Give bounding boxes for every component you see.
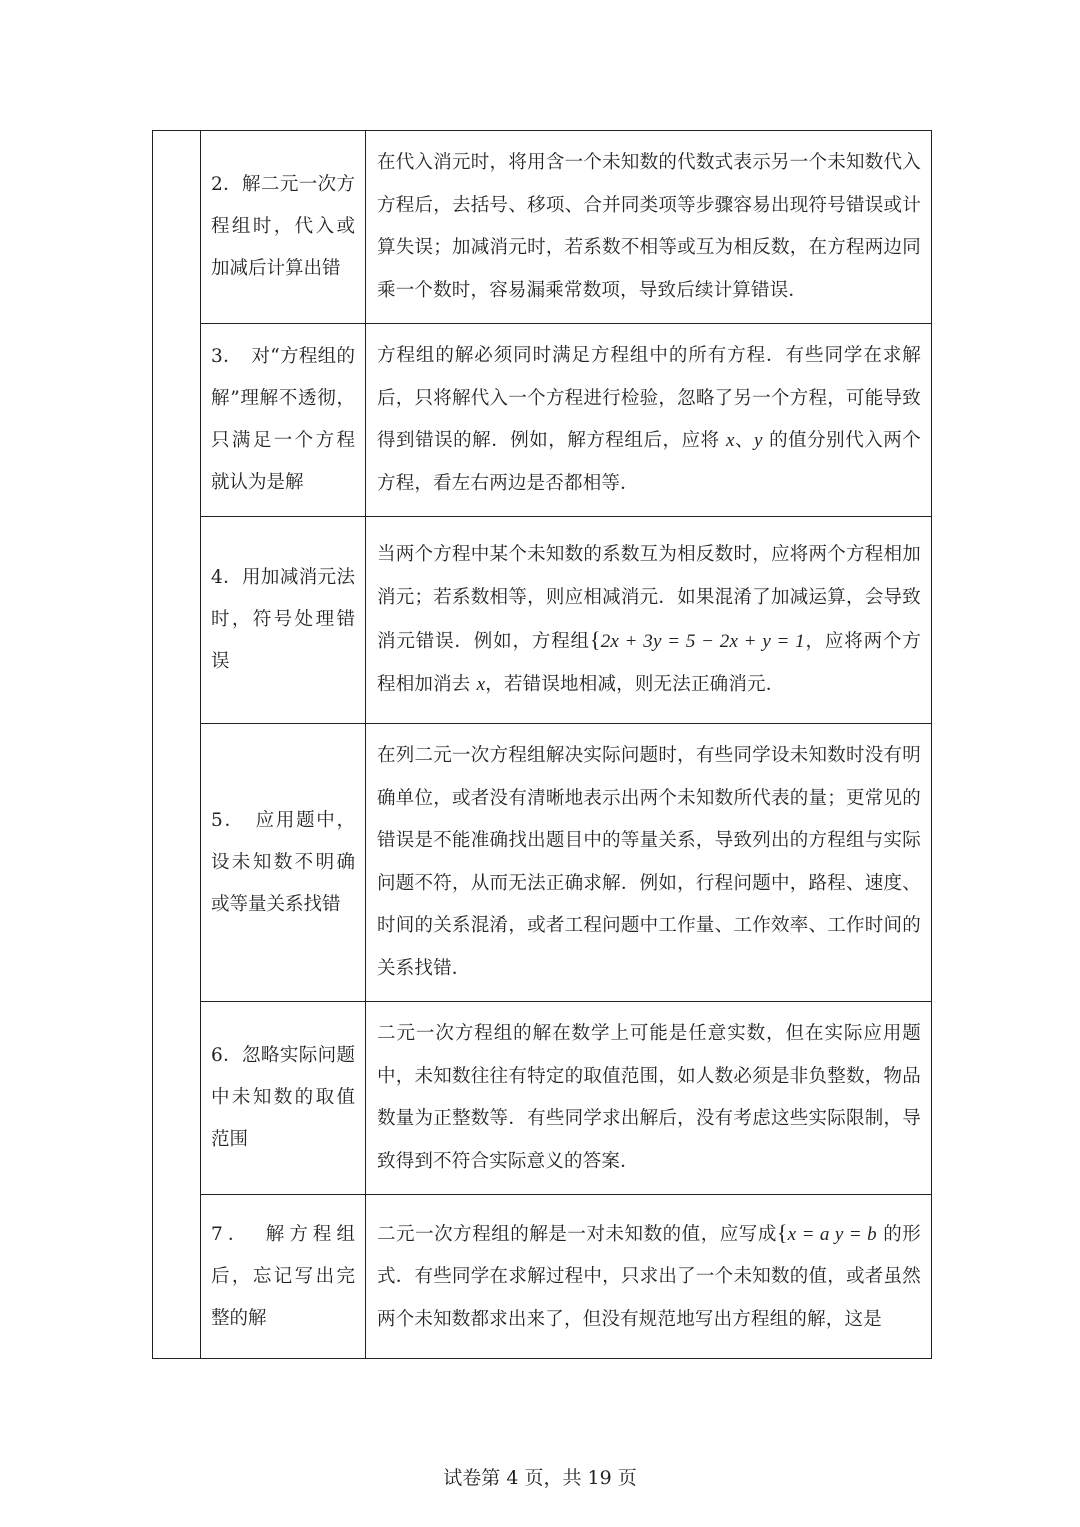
description-text: ，应将两个方程相加消去 bbox=[377, 631, 922, 695]
error-title-cell bbox=[201, 324, 366, 517]
variable-x: x bbox=[476, 673, 486, 695]
variable-x: x bbox=[726, 430, 735, 451]
table-row bbox=[153, 517, 932, 724]
description-text: 当两个方程中某个未知数的系数互为相反数时，应将两个方程相加消元；若系数相等，则应相减消元．如果混淆了加减运算，会导致消元错误．例如，方程组 bbox=[377, 544, 921, 652]
error-title-cell bbox=[201, 517, 366, 724]
error-description-cell bbox=[366, 517, 932, 724]
error-description: 在代入消元时，将用含一个未知数的代数式表示另一个未知数代入方程后，去括号、移项、合并同类项等步骤容易出现符号错误或计算失误；加减消元时，若系数不相等或互为相反数，在方程两边同乘一个数时，容易漏乘常数项，导致后续计算错误． bbox=[377, 152, 921, 301]
variable-y: y bbox=[754, 430, 763, 451]
error-title-cell bbox=[201, 724, 366, 1002]
system-brace: { bbox=[589, 627, 601, 652]
error-title: 6．忽略实际问题中未知数的取值范围 bbox=[211, 1045, 355, 1150]
description-text: 的值分别代入两个方程，看左右两边是否都相等． bbox=[377, 430, 921, 494]
table-row bbox=[153, 724, 932, 1002]
description-text: 二元一次方程组的解是一对未知数的值，应写成 bbox=[377, 1223, 777, 1245]
error-title: 7． 解方程组后，忘记写出完整的解 bbox=[211, 1223, 355, 1329]
separator: 、 bbox=[734, 430, 755, 451]
error-description-cell bbox=[366, 1002, 932, 1195]
error-description: 二元一次方程组的解在数学上可能是任意实数，但在实际应用题中，未知数往往有特定的取值范围，如人数必须是非负整数，物品数量为正整数等．有些同学求出解后，没有考虑这些实际限制，导致得到不符合实际意义的答案． bbox=[377, 1023, 921, 1172]
system-brace: { bbox=[776, 1219, 788, 1245]
error-description-cell bbox=[366, 1195, 932, 1359]
error-description: 在列二元一次方程组解决实际问题时，有些同学设未知数时没有明确单位，或者没有清晰地表示出两个未知数所代表的量；更常见的错误是不能准确找出题目中的等量关系，导致列出的方程组与实际问题不符，从而无法正确求解．例如，行程问题中，路程、速度、时间的关系混淆，或者工程问题中工作量、工作效率、工作时间的关系找错． bbox=[377, 745, 921, 979]
error-title: 4．用加减消元法时，符号处理错误 bbox=[211, 567, 355, 672]
description-text: 方程组的解必须同时满足方程组中的所有方程．有些同学在求解后，只将解代入一个方程进行检验，忽略了另一个方程，可能导致得到错误的解．例如，解方程组后，应将 bbox=[377, 345, 921, 451]
table-row bbox=[153, 1002, 932, 1195]
error-title: 2．解二元一次方程组时，代入或加减后计算出错 bbox=[211, 174, 355, 279]
error-description bbox=[366, 534, 931, 706]
table-row bbox=[153, 324, 932, 517]
equation-system: x = a y = b bbox=[787, 1223, 877, 1245]
error-description-cell bbox=[366, 724, 932, 1002]
error-title: 5． 应用题中，设未知数不明确或等量关系找错 bbox=[211, 809, 355, 915]
error-title-cell bbox=[201, 131, 366, 324]
error-description-cell bbox=[366, 324, 932, 517]
category-cell bbox=[153, 131, 201, 1359]
error-title: 3． 对“方程组的解”理解不透彻，只满足一个方程就认为是解 bbox=[211, 346, 355, 493]
table-row bbox=[153, 131, 932, 324]
error-description-cell bbox=[366, 131, 932, 324]
description-text: ，若错误地相减，则无法正确消元． bbox=[485, 673, 785, 695]
common-errors-table bbox=[152, 130, 932, 1359]
error-title-cell bbox=[201, 1002, 366, 1195]
description-text: 的形式．有些同学在求解过程中，只求出了一个未知数的值，或者虽然两个未知数都求出来了，但没有规范地写出方程组的解，这是 bbox=[377, 1223, 921, 1330]
page-footer: 试卷第 4 页，共 19 页 bbox=[443, 1467, 637, 1489]
table-row bbox=[153, 1195, 932, 1359]
equation-system: 2x + 3y = 5 − 2x + y = 1 bbox=[600, 631, 805, 652]
error-description bbox=[366, 1212, 931, 1342]
error-title-cell bbox=[201, 1195, 366, 1359]
error-description bbox=[366, 335, 931, 505]
